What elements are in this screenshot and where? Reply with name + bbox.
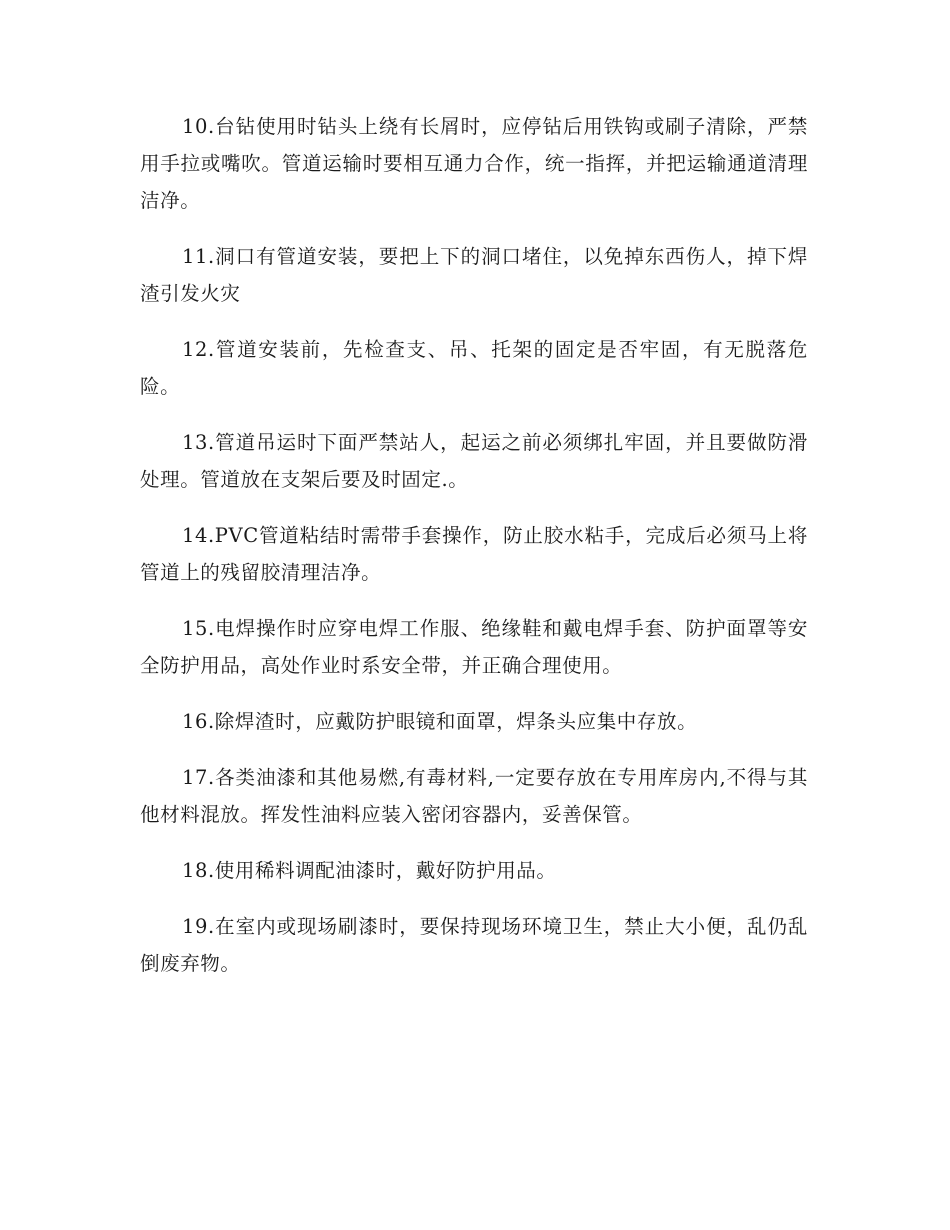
document-body (140, 108, 808, 1001)
paragraph-17: 17.各类油漆和其他易燃,有毒材料,一定要存放在专用库房内,不得与其他材料混放。挥发性油料应装入密闭容器内，妥善保管。 (140, 766, 808, 826)
paragraph-14: 14.PVC管道粘结时需带手套操作，防止胶水粘手，完成后必须马上将管道上的残留胶清理洁净。 (140, 524, 808, 584)
paragraph-18: 18.使用稀料调配油漆时，戴好防护用品。 (182, 859, 557, 882)
paragraph-10: 10.台钻使用时钻头上绕有长屑时，应停钻后用铁钩或刷子清除，严禁用手拉或嘴吹。管道运输时要相互通力合作，统一指挥，并把运输通道清理洁净。 (140, 115, 808, 212)
paragraph-12: 12.管道安装前，先检查支、吊、托架的固定是否牢固，有无脱落危险。 (140, 338, 808, 398)
paragraph-19: 19.在室内或现场刷漆时，要保持现场环境卫生，禁止大小便，乱仍乱倒废弃物。 (140, 915, 808, 975)
paragraph-13: 13.管道吊运时下面严禁站人，起运之前必须绑扎牢固，并且要做防滑处理。管道放在支架后要及时固定.。 (140, 431, 808, 491)
paragraph-15: 15.电焊操作时应穿电焊工作服、绝缘鞋和戴电焊手套、防护面罩等安全防护用品，高处作业时系安全带，并正确合理使用。 (140, 617, 808, 677)
paragraph-16: 16.除焊渣时，应戴防护眼镜和面罩，焊条头应集中存放。 (182, 710, 698, 733)
paragraph-11: 11.洞口有管道安装，要把上下的洞口堵住，以免掉东西伤人，掉下焊渣引发火灾 (140, 245, 808, 305)
